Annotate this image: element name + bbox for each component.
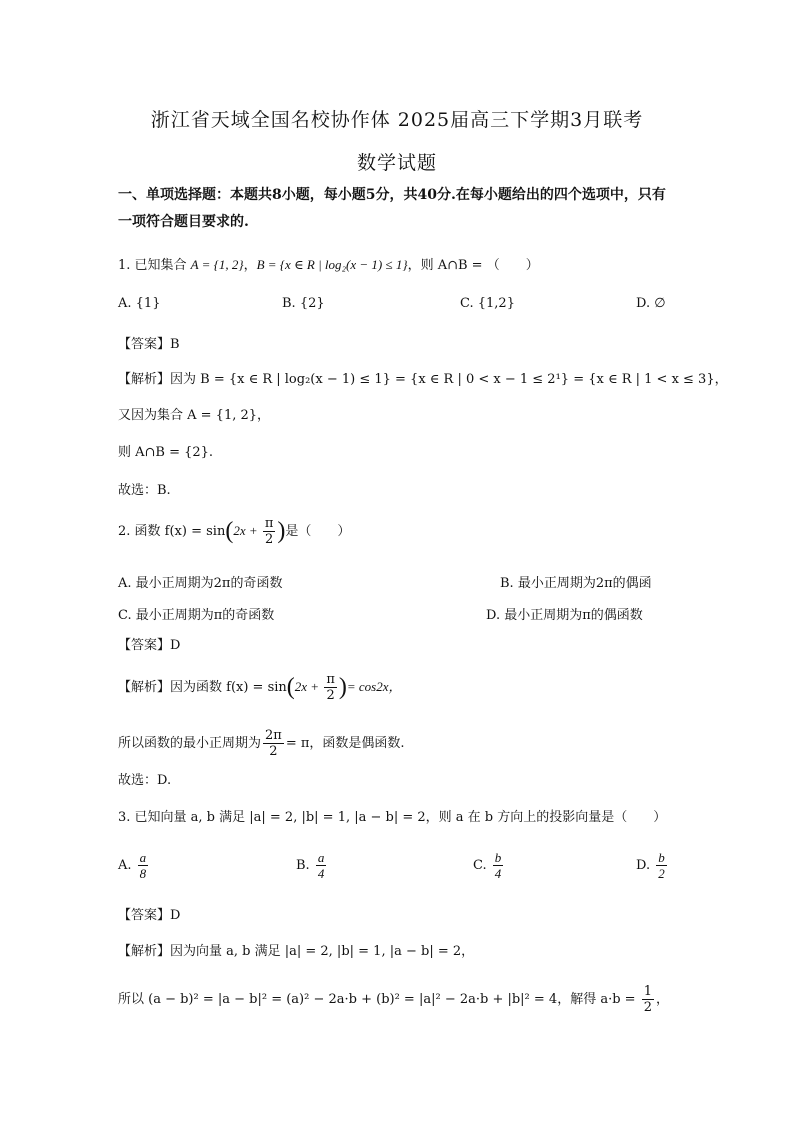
q2-option-b: B. 最小正周期为2π的偶函 [500, 576, 652, 591]
q1-analysis-1: 【解析】因为 B = {x ∈ R | log₂(x − 1) ≤ 1} = {x ∈ R | 0 < x − 1 ≤ 2¹} = {x ∈ R | 1 < x ≤ 3}， [118, 372, 728, 387]
q3-stem: 3. 已知向量 a, b 满足 |a| = 2, |b| = 1, |a − b| = 2，则 a 在 b 方向上的投影向量是（ ） [118, 810, 667, 825]
q1-option-b: B. {2} [282, 296, 325, 311]
q1-analysis-3: 则 A∩B = {2}. [118, 445, 214, 460]
q1-option-c: C. {1,2} [460, 296, 515, 311]
q2-analysis-1: 【解析】因为函数 f(x) = sin(2x + $\frac{\pi}{2}$ )= cos2x， [118, 672, 402, 703]
q1-stem: 1. 已知集合 A = {1, 2}，B = {x ∈ R | log₂(x − 1) ≤ 1}，则 A∩B = （ ） [118, 257, 539, 273]
q2-choose: 故选：D. [118, 773, 172, 788]
q2-option-c: C. 最小正周期为π的奇函数 [118, 608, 275, 623]
q1-set-b: B = {x ∈ R | log₂(x − 1) ≤ 1} [256, 257, 408, 272]
q3-answer: 【答案】D [118, 908, 181, 923]
section-heading: 一、单项选择题：本题共8小题，每小题5分，共40分.在每小题给出的四个选项中，只有一项符合题目要求的. [118, 187, 666, 230]
q3-option-d: D. $\frac{b}{2}$ [636, 850, 665, 881]
q2-stem: 2. 函数 f(x) = sin(2x + $\frac{\pi}{2}$ )是（ ） [118, 516, 351, 547]
q3-half-fraction: $\frac{1}{2}$ [643, 984, 652, 1015]
q1-option-d: D. ∅ [636, 296, 666, 311]
q3-option-c: C. $\frac{b}{4}$ [473, 850, 502, 881]
q3-option-b: B. $\frac{a}{4}$ [296, 850, 325, 881]
exam-subtitle: 数学试题 [356, 152, 437, 174]
q1-option-a: A. {1} [118, 296, 161, 311]
q1-answer: 【答案】B [118, 337, 180, 352]
q2-analysis-2: 所以函数的最小正周期为 $\frac{2\pi}{2}$ = π，函数是偶函数. [118, 728, 405, 759]
q3-analysis-2: 所以 (a − b)² = |a − b|² = (a)² − 2a·b + (b)² = |a|² − 2a·b + |b|² = 4，解得 a·b = $\frac{1}{2}$ ， [118, 984, 669, 1015]
q2-fraction: $\frac{\pi}{2}$ [264, 516, 274, 547]
q2-period-fraction: $\frac{2\pi}{2}$ [265, 728, 282, 759]
q2-answer: 【答案】D [118, 638, 181, 653]
q1-analysis-4: 故选：B. [118, 483, 171, 498]
q1-analysis-2: 又因为集合 A = {1, 2}， [118, 408, 271, 423]
q2-option-d: D. 最小正周期为π的偶函数 [486, 608, 643, 623]
exam-title: 浙江省天域全国名校协作体 2025届高三下学期3月联考 [150, 109, 644, 131]
q2-option-a: A. 最小正周期为2π的奇函数 [118, 576, 283, 591]
q3-analysis-1: 【解析】因为向量 a, b 满足 |a| = 2, |b| = 1, |a − b| = 2， [118, 944, 475, 959]
q1-set-a: A = {1, 2} [190, 257, 244, 272]
q3-option-a: A. $\frac{a}{8}$ [118, 850, 147, 881]
